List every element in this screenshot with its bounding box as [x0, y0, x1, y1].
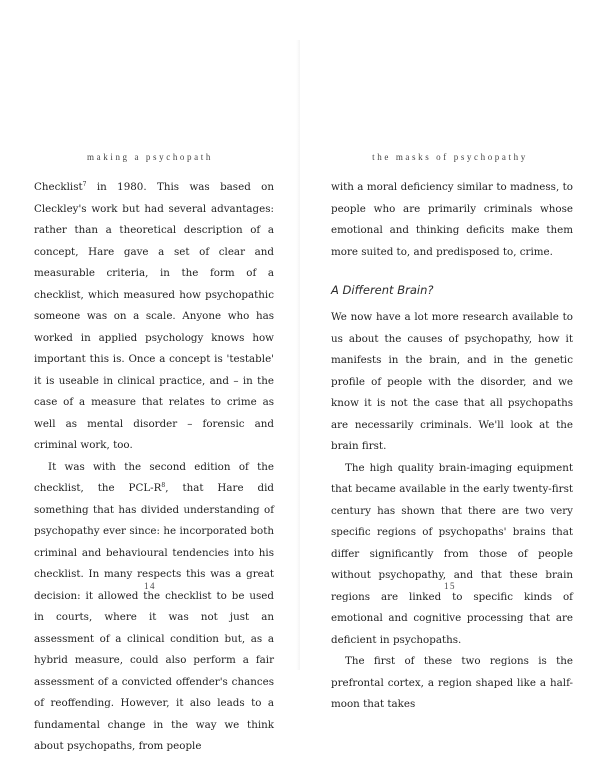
footnote-marker: 7 — [82, 181, 87, 188]
paragraph-text: It was with the second edition of the checklist, the PCL-R — [34, 460, 274, 494]
body-paragraph: The high quality brain-imaging equipment that became available in the early twenty-first century has shown that there are two very specific regions of psychopaths' brains that differ significantly from those of people without psychopathy, and that these brain regions are linked to specific kinds of emotional and cognitive processing that are deficient in psychopaths. — [331, 461, 573, 646]
body-paragraph: The first of these two regions is the prefrontal cortex, a region shaped like a half-moon that takes — [331, 655, 573, 710]
paragraph-text: , that Hare did something that has divided understanding of psychopathy ever since: he incorporated both criminal and behavioural tendencies into his checklist. In many respects this was a great decision: it allowed the checklist to be used in courts, where it was not just an assessment of a clinical condition but, as a hybrid measure, could also perform a fair assessment of a convicted offender's chances of reoffending. However, it also leads to a fundamental change in the way we think about psychopaths, from people — [34, 482, 274, 752]
body-paragraph — [34, 457, 274, 758]
page-number-left: 14 — [144, 581, 156, 591]
left-page — [0, 0, 300, 750]
running-head-right: the masks of psychopathy — [372, 152, 528, 162]
section-heading: A Different Brain? — [331, 283, 434, 297]
body-paragraph — [34, 177, 274, 457]
body-paragraph: with a moral deficiency similar to madness, to people who are primarily criminals whose emotional and thinking deficits make them more suited to, and predisposed to, crime. — [331, 181, 573, 258]
running-head-left: making a psychopath — [87, 152, 213, 162]
paragraph-text: in 1980. This was based on Cleckley's work but had several advantages: rather than a theoretical description of a concept, Hare gave a set of clear and measurable criteria, in the form of a checklist, which measured how psychopathic someone was on a scale. Anyone who has worked in applied psychology knows how important this is. Once a concept is 'testable' it is useable in clinical practice, and – in the case of a measure that relates to crime as well as mental disorder – forensic and criminal work, too. — [34, 181, 274, 451]
right-page — [300, 0, 600, 750]
paragraph-text: Checklist — [34, 181, 83, 193]
body-paragraph: We now have a lot more research available to us about the causes of psychopathy, how it manifests in the brain, and in the genetic profile of people with the disorder, and we know it is not the case that all psychopaths are necessarily criminals. We'll look at the brain first. — [331, 311, 573, 452]
left-page-body — [34, 177, 274, 758]
page-number-right: 15 — [444, 581, 456, 591]
footnote-marker: 8 — [161, 482, 166, 489]
right-page-body — [331, 177, 573, 716]
